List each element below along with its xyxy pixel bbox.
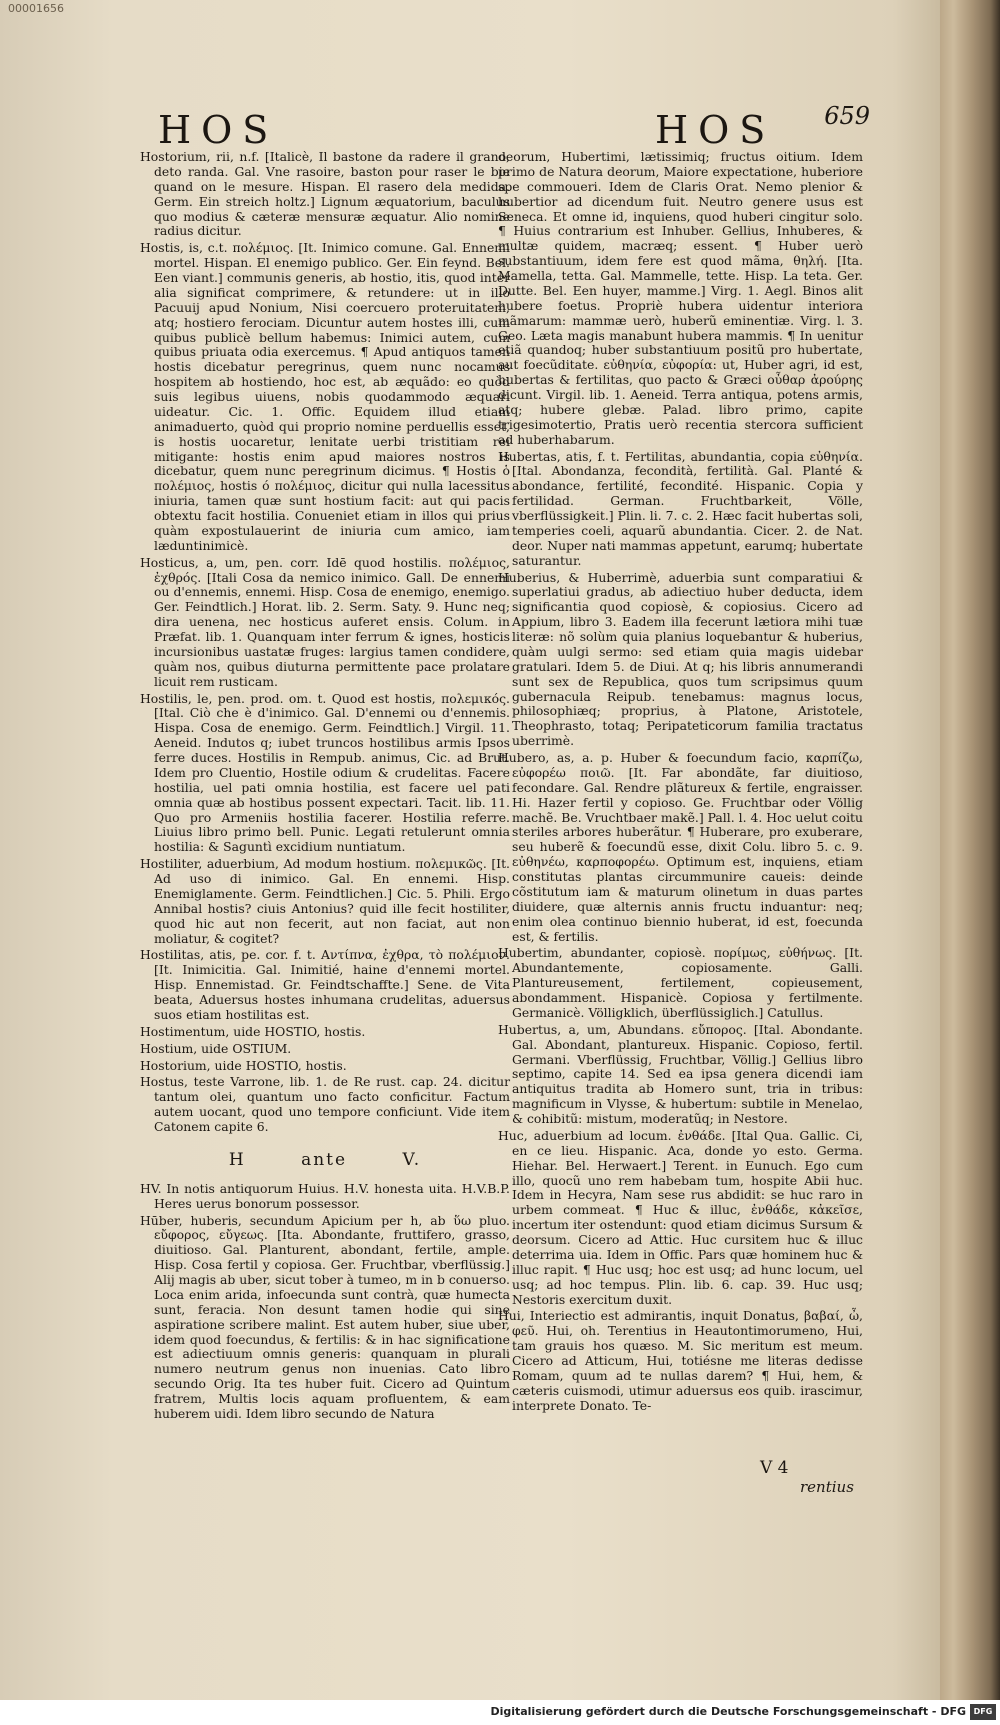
running-head-right: HOS [655,108,776,152]
dictionary-entry: Hostium, uide OSTIUM. [140,1040,292,1056]
dictionary-entry: Hui, Interiectio est admirantis, inquit Donatus, βαβαί, ὦ, φεῦ. Hui, oh. Terentius in Heautontimorumeno, Hui, tam grauis hos quæso. M. Sic meritum est meum. Cicero ad Atticum, Hui, totiésne me literas dedisse Romam, quum ad te nullas darem? ¶ Hui, hem, & cæteris cuismodi, utimur aduersus eos quib. irascimur, interprete Donato. Te- [498,1308,863,1413]
dictionary-entry: Hubero, as, a. p. Huber & foecundum facio, καρπίζω, εὐφορέω ποιῶ. [It. Far abondãte, far diuitioso, fecondare. Gal. Rendre plãtureux & fertile, engraisser. Hi. Hazer fertil y copioso. Ge. Fruchtbar oder Völlig machẽ. Be. Vruchtbaer makẽ.] Pall. l. 4. Hoc uelut coitu steriles arbores huberãtur. ¶ Huberare, pro exuberare, seu huberẽ & foecundũ esse, dixit Colu. libro 5. c. 9. εὐθηνέω, καρποφορέω. Optimum est, inquiens, etiam constitutas plantas circummunire caueis: deinde cõstitutum iam & maturum olinetum in duas partes diuidere, quæ alternis annis fructu induantur: neq; enim olea continuo biennio huberat, id est, foecunda est, & fertilis. [498,750,863,944]
catchword: rentius [800,1478,854,1496]
book-fore-edge [938,0,1000,1700]
dictionary-entry: Hostiliter, aduerbium, Ad modum hostium. πολεμικῶς. [It. Ad uso di inimico. Gal. En ennemi. Hisp. Enemiglamente. Germ. Feindtlichen.] Cic. 5. Phili. Ergo Annibal hostis? ciuis Antonius? quid ille fecit hostiliter, quod hic aut non fecerit, aut non faciat, aut non moliatur, & cogitet? [140,856,510,946]
dictionary-entry: Hūber, huberis, secundum Apicium per h, ab ὕω pluo. εὔφορος, εὔγεως. [Ita. Abondante, fruttifero, grasso, diuitioso. Gal. Planturent, abondant, fertile, ample. Hisp. Cosa fertil y copiosa. Ger. Fruchtbar, vberflüssig.] Alij magis ab uber, sicut tober à tumeo, m in b conuerso. Loca enim arida, infoecunda sunt contrà, quæ humecta sunt, feracia. Non desunt tamen hodie qui sine aspiratione scribere malint. Est autem huber, siue uber, idem quod foecundus, & fertilis: & in hac significatione est adiectiuum omnis generis: quanquam in plurali numero neutrum genus non inuenias. Cato libro secundo Orig. Ita tes huber fuit. Cicero ad Quintum fratrem, Multis locis aquam profluentem, & eam huberem uidi. Idem libro secundo de Natura [140,1212,510,1421]
scan-id: 00001656 [8,2,64,15]
signature-mark: V 4 [760,1458,789,1478]
section-heading-ante: ante [301,1149,348,1170]
dictionary-entry: Hostilis, le, pen. prod. om. t. Quod est hostis, πολεμικός. [Ital. Ciò che è d'inimico. Gal. D'ennemi ou d'ennemis. Hispa. Cosa de enemigo. Germ. Feindtlich.] Virgil. 11. Aeneid. Indutos q; iubet truncos hostilibus armis Ipsos ferre duces. Hostilis in Rempub. animus, Cic. ad Brut. Idem pro Cluentio, Hostile odium & crudelitas. Facere hostilia, uel pati omnia hostilia, est facere uel pati omnia quæ ab hostibus possent expectari. Tacit. lib. 11. Quo pro Armeniis hostilia facerer. Hostilia referre. Liuius libro primo bell. Punic. Legati retulerunt omnia hostilia: & Saguntì excidium nuntiatum. [140,690,510,855]
running-head-left: HOS [158,108,279,152]
page-number: 659 [824,102,870,130]
dictionary-entry: Hubertim, abundanter, copiosè. πορίμως, εὐθήνως. [It. Abundantemente, copiosamente. Galli. Plantureusement, fertilement, copieusement, abondamment. Hispanicè. Copiosa y fertilmente. Germanicè. Völligklich, überflüssiglich.] Catullus. [498,945,863,1020]
dictionary-entry: Hostus, teste Varrone, lib. 1. de Re rust. cap. 24. dicitur tantum olei, quantum uno facto conficitur. Factum autem uocant, quod uno tempore conficiunt. Vide item Catonem capite 6. [140,1074,510,1134]
dictionary-entry: Hostis, is, c.t. πολέμιος. [It. Inimico comune. Gal. Ennemi mortel. Hispan. El enemigo publico. Ger. Ein feynd. Bel. Een viant.] communis generis, ab hostio, itis, quod inter alia significat comprimere, & retundere: ut in illo Pacuuij apud Nonium, Nisi coercuero proteruitatem, atq; hostiero ferociam. Dicuntur autem hostes illi, cum quibus publicè bellum habemus: Inimici autem, cum quibus priuata odia exercemus. ¶ Apud antiquos tamen hostis dicebatur peregrinus, quem nunc nocamus hospitem ab hostiendo, hoc est, ab æquãdo: eo quòd suis legibus uiuens, nobis quodammodo æquari uideatur. Cic. 1. Offic. Equidem illud etiam animaduerto, quòd qui proprio nomine perduellis esset, is hostis uocaretur, lenitate uerbi tristitiam rei mitigante: hostis enim apud maiores nostros is dicebatur, quem nunc peregrinum dicimus. ¶ Hostis ὁ πολέμιος, hostis ό πολέμιος, dicitur qui nulla lacessitus iniuria, tamen quæ sunt hostium facit: aut qui pacis obtextu facit hostilia. Conueniet etiam in illos qui prius quàm expostulauerint de iniuria cum amico, iam læduntinimicè. [140,240,510,553]
dictionary-entry: Hostimentum, uide HOSTIO, hostis. [140,1023,366,1039]
right-column [498,150,863,1416]
footer-bar [0,1700,1000,1725]
section-heading-next: V. [402,1149,422,1170]
dictionary-entry: Hubertas, atis, f. t. Fertilitas, abundantia, copia εὐθηνία. [Ital. Abondanza, fecondità, fertilità. Gal. Planté & abondance, fertilité, fecondité. Hispanic. Copia y fertilidad. German. Fruchtbarkeit, Völle, vberflüssigkeit.] Plin. li. 7. c. 2. Hæc facit hubertas soli, temperies coeli, aquarũ abundantia. Cicer. 2. de Nat. deor. Nuper nati mammas appetunt, earumq; hubertate saturantur. [498,448,863,568]
section-heading [140,1149,510,1170]
funding-credit: Digitalisierung gefördert durch die Deutsche Forschungsgemeinschaft - DFG [490,1705,966,1718]
dictionary-entry: Hostorium, rii, n.f. [Italicè, Il bastone da radere il grano, deto randa. Gal. Vne rasoire, baston pour raser le bie quand on le mesure. Hispan. El rasero dela medida. Germ. Ein streich holtz.] Lignum æquatorium, baculus quo modius & cæteræ mensuræ æquatur. Alio nomine radius dicitur. [140,149,510,239]
dictionary-entry: Hostilitas, atis, pe. cor. f. t. Αντίπνα, ἐχθρα, τὸ πολέμιον. [It. Inimicitia. Gal. Inimitié, haine d'ennemi mortel. Hisp. Ennemistad. Gr. Feindtschaffte.] Sene. de Vita beata, Aduersus hostes inhumana crudelitas, aduersus suos etiam hostilitas est. [140,947,510,1022]
dictionary-entry: Huberius, & Huberrimè, aduerbia sunt comparatiui & superlatiui gradus, ab adiectiuo huber deducta, idem significantia quod copiosè, & copiosius. Cicero ad Appium, libro 3. Eadem illa fecerunt lætiora mihi tuæ literæ: nõ solùm quia planius loquebantur & huberius, quàm uulgi sermo: sed etiam quia magis uidebar gratulari. Idem 5. de Diui. At q; his libris annumerandi sunt sex de Republica, quos tum scripsimus quum gubernacula Reipub. tenebamus: magnus locus, philosophiæq; proprius, à Platone, Aristotele, Theophrasto, totaq; Peripateticorum familia tractatus uberrimè. [498,569,863,749]
dfg-logo-icon: DFG [970,1704,996,1720]
section-heading-letter: H [228,1149,246,1170]
dictionary-entry: HV. In notis antiquorum Huius. H.V. honesta uita. H.V.B.P. Heres uerus bonorum possessor. [140,1180,510,1211]
dictionary-entry: Hubertus, a, um, Abundans. εὔπορος. [Ital. Abondante. Gal. Abondant, plantureux. Hispanic. Copioso, fertil. Germani. Vberflüssig, Fruchtbar, Völlig.] Gellius libro septimo, capite 14. Sed ea ipsa genera dicendi iam antiquitus tradita ab Homero sunt, tria in tribus: magnificum in Vlysse, & hubertum: subtile in Menelao, & cohibitũ: mistum, moderatũq; in Nestore. [498,1021,863,1126]
dictionary-entry: Hosticus, a, um, pen. corr. Idē quod hostilis. πολέμιος, ἐχθρός. [Itali Cosa da nemico inimico. Gall. De ennemi ou d'ennemis, ennemi. Hisp. Cosa de enemigo, enemigo. Ger. Feindtlich.] Horat. lib. 2. Serm. Saty. 9. Hunc neq; dira uenena, nec hosticus auferet ensis. Colum. in Præfat. lib. 1. Quanquam inter ferrum & ignes, hosticis incursionibus uastatæ fruges: largius tamen condidere, quàm nos, quibus diuturna permittente pace prolatare licuit rem rusticam. [140,554,510,689]
dictionary-entry: Hostorium, uide HOSTIO, hostis. [140,1057,347,1073]
dictionary-entry: deorum, Hubertimi, lætissimiq; fructus oitium. Idem primo de Natura deorum, Maiore expectatione, huberiore spe commoueri. Idem de Claris Orat. Nemo plenior & hubertior ad dicendum fuit. Neutro genere usus est Seneca. Et omne id, inquiens, quod huberi cingitur solo. ¶ Huius contrarium est Inhuber. Gellius, Inhuberes, & multæ quidem, macræq; essent. ¶ Huber uerò substantiuum, idem fere est quod mãma, θηλή. [Ita. Mamella, tetta. Gal. Mammelle, tette. Hisp. La teta. Ger. Dutte. Bel. Een huyer, mamme.] Virg. 1. Aegl. Binos alit hubere foetus. Propriè hubera uidentur interiora mãmarum: mammæ uerò, huberũ eminentiæ. Virg. l. 3. Geo. Læta magis manabunt hubera mammis. ¶ In uenitur etiã quandoq; huber substantiuum positũ pro hubertate, aut foecũditate. εὐθηνία, εὐφορία: ut, Huber agri, id est, hubertas & fertilitas, quo pacto & Græci οὖθαρ ἀρούρης dicunt. Virgil. lib. 1. Aeneid. Terra antiqua, potens armis, atq; hubere glebæ. Palad. libro primo, capite trigesimotertio, Pratis uerò recentia stercora sufficient ad huberhabarum. [498,149,863,447]
dictionary-entry: Huc, aduerbium ad locum. ἐνθάδε. [Ital Qua. Gallic. Ci, en ce lieu. Hispanic. Aca, donde yo esto. Germa. Hiehar. Bel. Herwaert.] Terent. in Eunuch. Ego cum illo, quocũ uno rem habebam tum, hospite Abii huc. Idem in Hecyra, Nam sese rus abdidit: se huc raro in urbem commeat. ¶ Huc & illuc, ἐνθάδε, κἀκεῖσε, incertum iter ostendunt: quod etiam dicimus Sursum & deorsum. Cicero ad Attic. Huc cursitem huc & illuc deterrima uia. Idem in Offic. Pars quæ hominem huc & illuc rapit. ¶ Huc usq; hoc est usq; ad hunc locum, uel usq; ad hoc tempus. Plin. lib. 6. cap. 39. Huc usq; Nestoris exercitum duxit. [498,1127,863,1307]
left-column [140,150,510,1424]
